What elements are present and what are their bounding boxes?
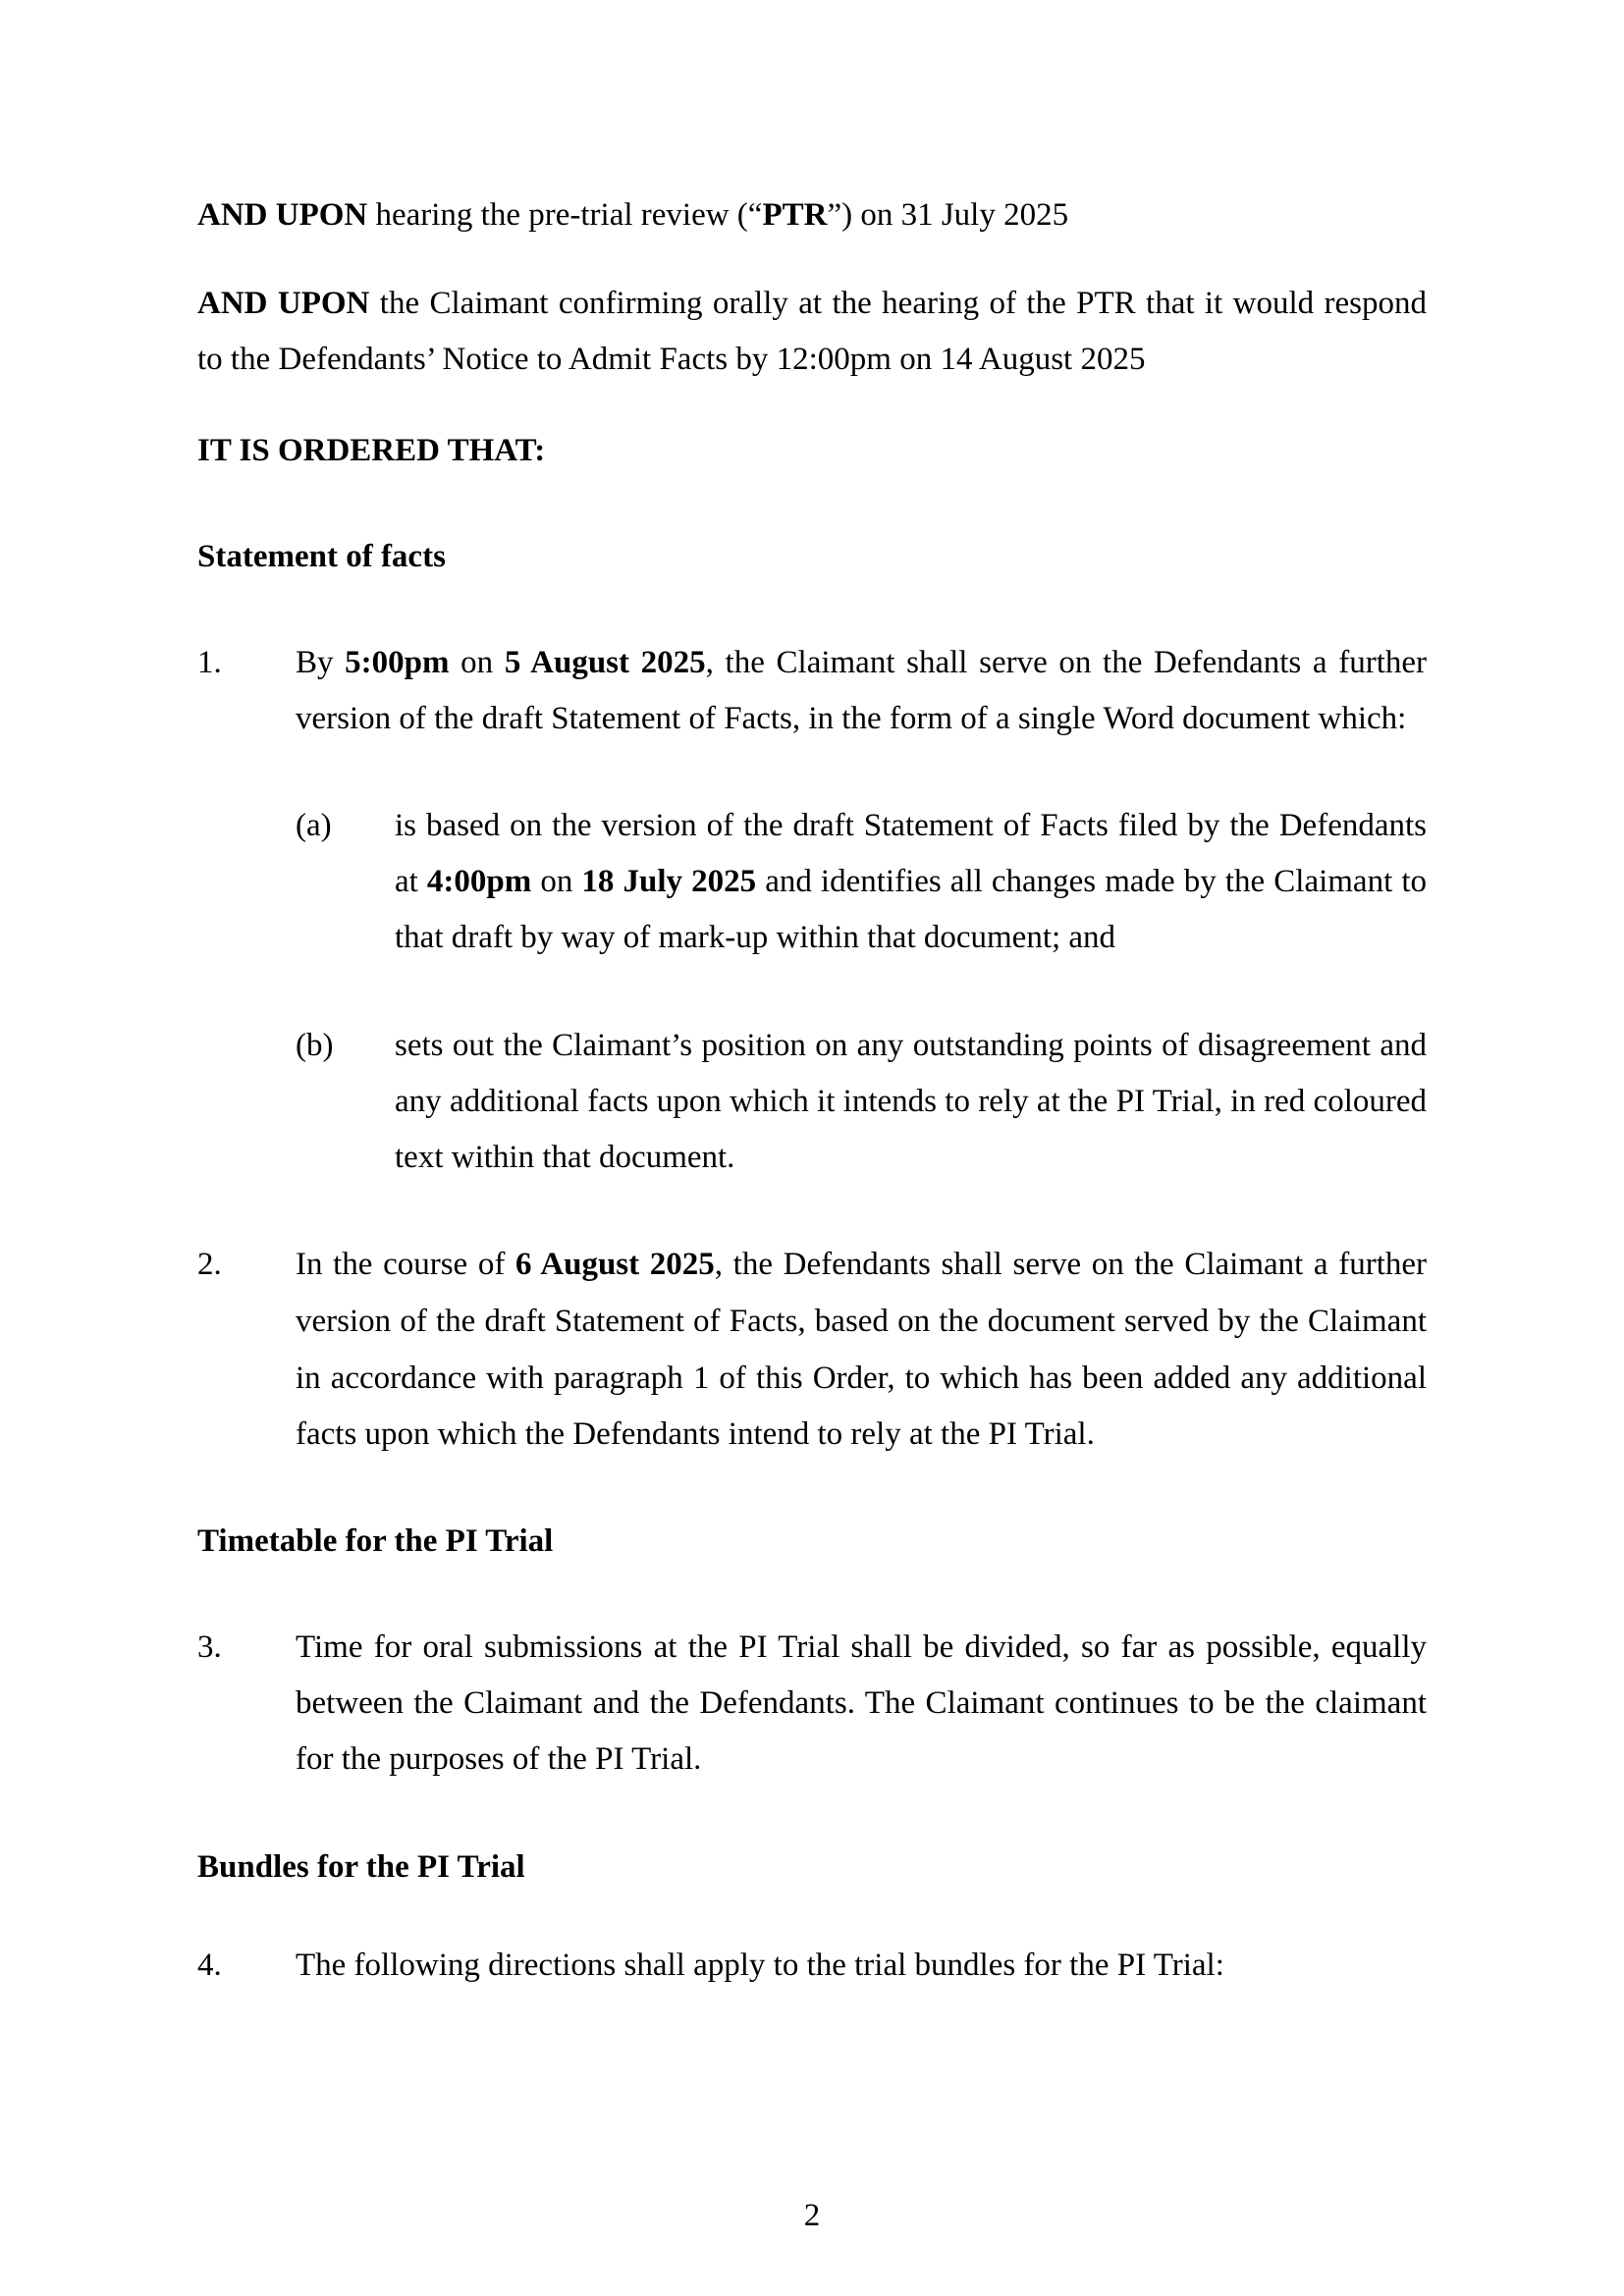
recital-claimant-confirmation-line [197, 276, 1427, 332]
text-run: any additional facts upon which it intends to rely at the PI Trial, in red coloured [395, 1084, 1427, 1119]
paragraph-3-line [296, 1620, 1427, 1676]
paragraph-2-line [296, 1407, 1427, 1463]
subparagraph-b-line [395, 1130, 1427, 1186]
paragraph-4-line [296, 1938, 1427, 1994]
subparagraph-a-line [395, 910, 1427, 966]
text-run: version of the draft Statement of Facts, in the form of a single Word document which: [296, 701, 1407, 736]
bold-text-run: PTR [762, 197, 828, 233]
section-heading-bundles: Bundles for the PI Trial [197, 1849, 525, 1885]
order-heading: IT IS ORDERED THAT: [197, 433, 546, 468]
text-run: facts upon which the Defendants intend to rely at the PI Trial. [296, 1416, 1095, 1452]
bold-text-run: 6 August 2025 [514, 1247, 715, 1282]
bold-text-run: 4:00pm [426, 864, 532, 899]
section-heading-statement-of-facts: Statement of facts [197, 539, 446, 574]
text-run: on [531, 864, 582, 899]
bold-text-run: 5:00pm [345, 645, 450, 680]
bold-text-run: AND UPON [197, 286, 370, 321]
text-run: The following directions shall apply to the trial bundles for the PI Trial: [296, 1948, 1224, 1983]
recital-ptr-hearing [197, 187, 1427, 243]
section-heading-timetable: Timetable for the PI Trial [197, 1523, 554, 1559]
paragraph-2-line [296, 1351, 1427, 1407]
text-run: By [296, 645, 346, 680]
text-run: and identifies all changes made by the Claimant to [756, 864, 1427, 899]
text-run: Time for oral submissions at the PI Trial shall be divided, so far as possible, equally [296, 1629, 1427, 1665]
text-run: ”) on 31 July 2025 [827, 197, 1069, 233]
paragraph-1-line [296, 691, 1427, 747]
paragraph-3-line [296, 1676, 1427, 1732]
text-run: to the Defendants’ Notice to Admit Facts by 12:00pm on 14 August 2025 [197, 342, 1146, 377]
bold-text-run: AND UPON [197, 197, 368, 233]
paragraph-2-line [296, 1294, 1427, 1350]
text-run: , the Defendants shall serve on the Claimant a further [714, 1247, 1427, 1282]
subparagraph-b-line [395, 1018, 1427, 1074]
text-run: that draft by way of mark-up within that document; and [395, 920, 1116, 955]
text-run: version of the draft Statement of Facts, based on the document served by the Claimant [296, 1304, 1427, 1339]
text-run: at [395, 864, 427, 899]
text-run: between the Claimant and the Defendants. The Claimant continues to be the claimant [296, 1685, 1427, 1721]
text-run: in accordance with paragraph 1 of this Order, to which has been added any additional [296, 1361, 1427, 1396]
paragraph-number: 1. [197, 645, 222, 680]
bold-text-run: 18 July 2025 [581, 864, 757, 899]
text-run: on [449, 645, 505, 680]
text-run: hearing the pre-trial review (“ [367, 197, 763, 233]
text-run: for the purposes of the PI Trial. [296, 1741, 702, 1777]
subparagraph-a-line [395, 798, 1427, 854]
paragraph-1-line [296, 635, 1427, 691]
text-run: In the course of [296, 1247, 515, 1282]
page-number: 2 [803, 2198, 821, 2233]
recital-claimant-confirmation-line [197, 332, 1427, 388]
text-run: text within that document. [395, 1140, 735, 1175]
bold-text-run: 5 August 2025 [504, 645, 706, 680]
text-run: is based on the version of the draft Statement of Facts filed by the Defendants [395, 808, 1427, 843]
text-run: , the Claimant shall serve on the Defendants a further [705, 645, 1427, 680]
paragraph-number: 2. [197, 1247, 222, 1282]
paragraph-number: 4. [197, 1948, 222, 1983]
paragraph-3-line [296, 1732, 1427, 1788]
paragraph-number: 3. [197, 1629, 222, 1665]
subparagraph-b-line [395, 1074, 1427, 1130]
text-run: sets out the Claimant’s position on any outstanding points of disagreement and [395, 1028, 1427, 1063]
subparagraph-label: (a) [296, 808, 332, 843]
subparagraph-a-line [395, 854, 1427, 910]
subparagraph-label: (b) [296, 1028, 334, 1063]
text-run: the Claimant confirming orally at the hearing of the PTR that it would respond [369, 286, 1427, 321]
paragraph-2-line [296, 1237, 1427, 1293]
